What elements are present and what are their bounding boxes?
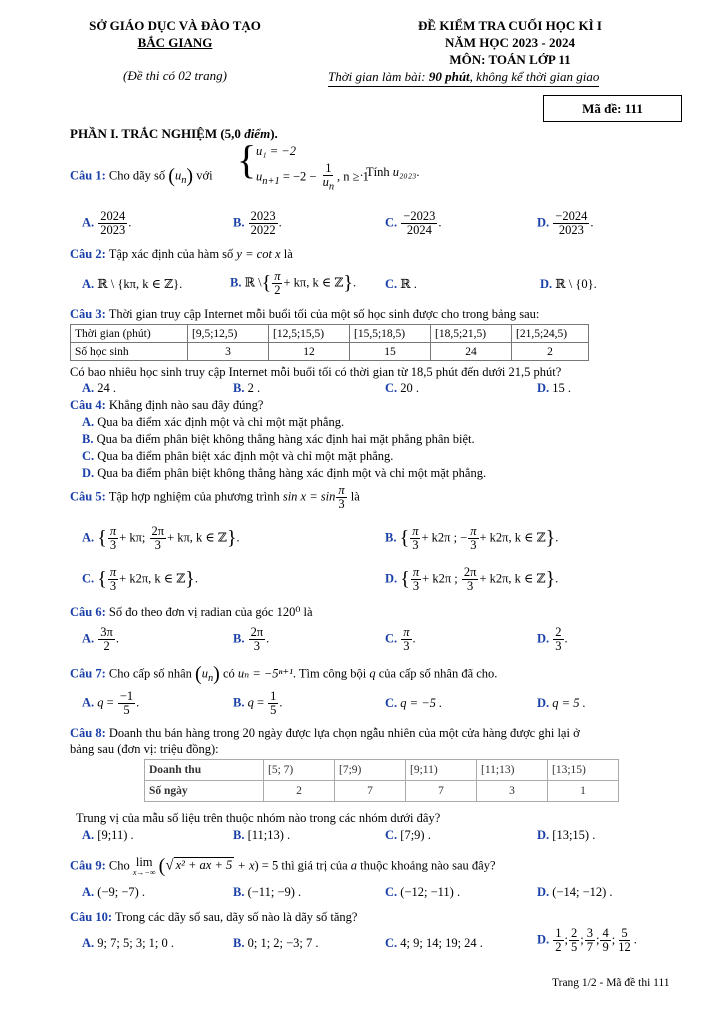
q6-option-c: C. $\frac{\pi}{3}$ . bbox=[385, 625, 416, 654]
q6-option-b: B. $\frac{2\pi}{3}$ . bbox=[233, 625, 270, 654]
q2-option-c: C. ℝ . bbox=[385, 277, 417, 291]
q7-option-d: D. q = 5 . bbox=[537, 696, 586, 710]
q3-interval: [9,5;12,5) bbox=[188, 325, 269, 343]
q6-option-a: A. $\frac{3\pi}{2}$ . bbox=[82, 625, 119, 654]
q1-system: { bbox=[237, 137, 257, 182]
q3-table bbox=[70, 324, 589, 361]
q3-interval: [12,5;15,5) bbox=[269, 325, 350, 343]
q8-question: Trung vị của mẫu số liệu trên thuộc nhóm nào trong các nhóm dưới đây? bbox=[76, 811, 441, 825]
q5-option-d: D. { $\frac{\pi}{3}$ + k2π ; $\frac{2\pi}{3}$ + k2π, k ∈ ℤ}. bbox=[385, 565, 559, 594]
q3-count: 24 bbox=[431, 343, 512, 361]
q3-head-count: Số học sinh bbox=[71, 343, 188, 361]
q1-target: . Tính u₂₀₂₃. bbox=[360, 165, 420, 179]
exam-title: ĐỀ KIỂM TRA CUỐI HỌC KÌ I bbox=[418, 18, 602, 33]
q3-interval: [21,5;24,5) bbox=[512, 325, 589, 343]
q8-interval: [9;11) bbox=[406, 760, 477, 781]
question-9-stem: Câu 9: Cho lim x→−∞ (√ x² + ax + 5 + x) = 5 thì giá trị của a thuộc khoảng nào sau đây? bbox=[70, 855, 496, 877]
q5-option-c: C. { $\frac{\pi}{3}$ + k2π, k ∈ ℤ}. bbox=[82, 565, 199, 594]
q3-count: 12 bbox=[269, 343, 350, 361]
exam-code-box: Mã đề: 111 bbox=[543, 95, 682, 122]
department-name: SỞ GIÁO DỤC VÀ ĐÀO TẠO bbox=[89, 18, 261, 33]
q8-head-revenue: Doanh thu bbox=[145, 760, 264, 781]
time-limit: Thời gian làm bài: 90 phút, không kể thời gian giao bbox=[328, 69, 599, 87]
question-7-stem: Câu 7: Cho cấp số nhân $(u_n)$ có uₙ = −5ⁿ⁺¹. Tìm công bội q của cấp số nhân đã cho. bbox=[70, 663, 498, 685]
q9-option-b: B. (−11; −9) . bbox=[233, 885, 302, 899]
q9-option-c: C. (−12; −11) . bbox=[385, 885, 461, 899]
q8-interval: [11;13) bbox=[477, 760, 548, 781]
q4-option-a: A. Qua ba điểm xác định một và chỉ một mặt phẳng. bbox=[82, 415, 345, 429]
q8-interval: [5; 7) bbox=[264, 760, 335, 781]
q8-count: 7 bbox=[335, 781, 406, 802]
q2-option-a: A. ℝ \ {kπ, k ∈ ℤ}. bbox=[82, 277, 183, 291]
question-10-stem: Câu 10: Trong các dãy số sau, dãy số nào là dãy số tăng? bbox=[70, 910, 358, 924]
question-5-stem: Câu 5: Tập hợp nghiệm của phương trình sin x = sin $\frac{\pi}{3}$ là bbox=[70, 483, 360, 512]
q8-count: 3 bbox=[477, 781, 548, 802]
q1-option-d: D. $\frac{-2024}{2023}$ . bbox=[537, 209, 594, 238]
q3-question: Có bao nhiêu học sinh truy cập Internet mỗi buổi tối có thời gian từ 18,5 phút đến dưới 21,5 phút? bbox=[70, 365, 562, 379]
q7-option-c: C. q = −5 . bbox=[385, 696, 443, 710]
q7-option-b: B. q = $\frac{1}{5}$ . bbox=[233, 689, 283, 718]
q5-option-b: B. { $\frac{\pi}{3}$ + k2π ; − $\frac{\pi}{3}$ + k2π, k ∈ ℤ}. bbox=[385, 524, 559, 553]
q4-option-c: C. Qua ba điểm phân biệt xác định một và chỉ một mặt phẳng. bbox=[82, 449, 394, 463]
q3-count: 15 bbox=[350, 343, 431, 361]
q4-option-b: B. Qua ba điểm phân biệt không thẳng hàng xác định hai mặt phẳng phân biệt. bbox=[82, 432, 475, 446]
question-2-stem: Câu 2: Tập xác định của hàm số y = cot x là bbox=[70, 247, 293, 261]
q1-sys-line2: $u_{n+1} = -2$ − $\frac{1}{u_n}$ , n ≥ 1 bbox=[256, 161, 369, 193]
question-8-stem: Câu 8: Doanh thu bán hàng trong 20 ngày được lựa chọn ngẫu nhiên của một cửa hàng được ghi lại ở bbox=[70, 726, 580, 740]
q2-option-b: B. ℝ \{ $\frac{\pi}{2}$ + kπ, k ∈ ℤ}. bbox=[230, 269, 357, 298]
page-count-note: (Đề thi có 02 trang) bbox=[123, 68, 227, 83]
q8-option-d: D. [13;15) . bbox=[537, 828, 596, 842]
q2-option-d: D. ℝ \ {0}. bbox=[540, 277, 597, 291]
q3-option-b: B. 2 . bbox=[233, 381, 261, 395]
q8-head-days: Số ngày bbox=[145, 781, 264, 802]
q10-option-c: C. 4; 9; 14; 19; 24 . bbox=[385, 936, 483, 950]
q5-option-a: A. { $\frac{\pi}{3}$ + kπ; $\frac{2\pi}{3}$ + kπ, k ∈ ℤ}. bbox=[82, 524, 240, 553]
q4-option-d: D. Qua ba điểm phân biệt không thẳng hàng xác định một và chỉ một mặt phẳng. bbox=[82, 466, 487, 480]
q1-option-c: C. $\frac{-2023}{2024}$ . bbox=[385, 209, 442, 238]
q9-option-a: A. (−9; −7) . bbox=[82, 885, 146, 899]
q8-option-a: A. [9;11) . bbox=[82, 828, 134, 842]
q3-head-time: Thời gian (phút) bbox=[71, 325, 188, 343]
question-6-stem: Câu 6: Số đo theo đơn vị radian của góc 120⁰ là bbox=[70, 605, 313, 619]
q8-count: 1 bbox=[548, 781, 619, 802]
q3-count: 2 bbox=[512, 343, 589, 361]
province-name: BẮC GIANG bbox=[137, 35, 213, 50]
q8-option-c: C. [7;9) . bbox=[385, 828, 431, 842]
q8-option-b: B. [11;13) . bbox=[233, 828, 291, 842]
q8-count: 2 bbox=[264, 781, 335, 802]
q9-option-d: D. (−14; −12) . bbox=[537, 885, 613, 899]
q3-option-a: A. 24 . bbox=[82, 381, 117, 395]
q3-interval: [15,5;18,5) bbox=[350, 325, 431, 343]
q3-count: 3 bbox=[188, 343, 269, 361]
q7-option-a: A. q = $\frac{-1}{5}$ . bbox=[82, 689, 140, 718]
q1-option-a: A. $\frac{2024}{2023}$ . bbox=[82, 209, 132, 238]
school-year: NĂM HỌC 2023 - 2024 bbox=[445, 35, 575, 50]
q3-interval: [18,5;21,5) bbox=[431, 325, 512, 343]
q1-sys-line1: u₁ = −2 bbox=[256, 144, 296, 158]
q6-option-d: D. $\frac{2}{3}$ . bbox=[537, 625, 568, 654]
q8-table bbox=[144, 759, 619, 802]
q8-count: 7 bbox=[406, 781, 477, 802]
q10-option-d: D. $\frac{1}{2}$ ; $\frac{2}{5}$ ; $\frac{3}{7}$ ; $\frac{4}{9}$ ; $\frac{5}{12}$ . bbox=[537, 926, 637, 955]
q8-interval: [7;9) bbox=[335, 760, 406, 781]
q10-option-b: B. 0; 1; 2; −3; 7 . bbox=[233, 936, 319, 950]
question-4-stem: Câu 4: Khẳng định nào sau đây đúng? bbox=[70, 398, 264, 412]
question-3-stem: Câu 3: Thời gian truy cập Internet mỗi buổi tối của một số học sinh được cho trong bảng sau: bbox=[70, 307, 540, 321]
q1-option-b: B. $\frac{2023}{2022}$ . bbox=[233, 209, 282, 238]
q8-interval: [13;15) bbox=[548, 760, 619, 781]
page-footer: Trang 1/2 - Mã đề thi 111 bbox=[552, 977, 670, 989]
q3-option-c: C. 20 . bbox=[385, 381, 420, 395]
section-title: PHẦN I. TRẮC NGHIỆM (5,0 điểm). bbox=[70, 126, 278, 141]
q10-option-a: A. 9; 7; 5; 3; 1; 0 . bbox=[82, 936, 175, 950]
subject: MÔN: TOÁN LỚP 11 bbox=[449, 52, 571, 67]
q3-option-d: D. 15 . bbox=[537, 381, 572, 395]
question-1-stem: Câu 1: Cho dãy số $(u_n)$ với bbox=[70, 165, 213, 187]
q8-stem-cont: bảng sau (đơn vị: triệu đồng): bbox=[70, 742, 219, 756]
